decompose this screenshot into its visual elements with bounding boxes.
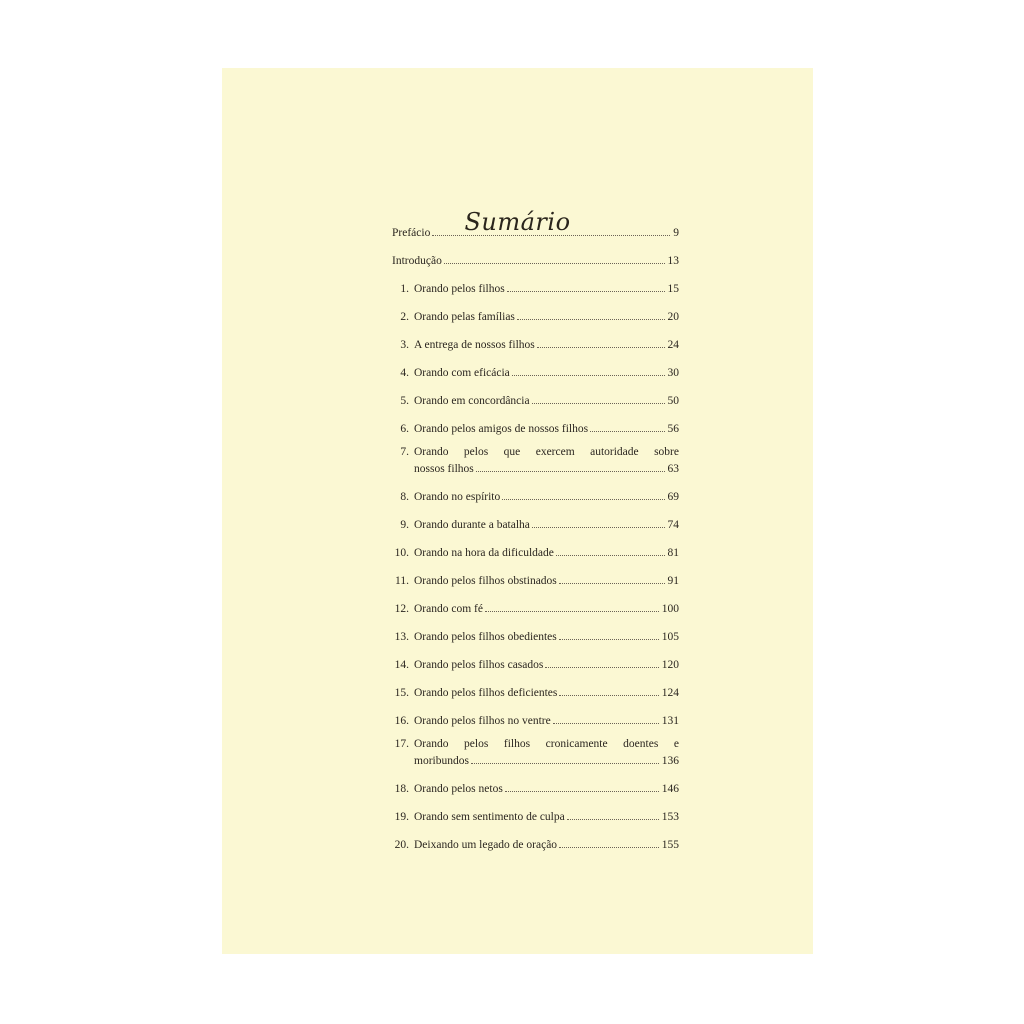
toc-entry-label: Orando no espírito bbox=[414, 491, 501, 503]
toc-entry-label: Orando sem sentimento de culpa bbox=[414, 811, 565, 823]
toc-entry-number: 7. bbox=[400, 446, 409, 458]
page-title: Sumário bbox=[464, 208, 571, 236]
toc-entry-page: 69 bbox=[667, 491, 679, 503]
toc-entry-page: 124 bbox=[661, 687, 679, 699]
toc-entry-page: 24 bbox=[667, 339, 679, 351]
dot-leader bbox=[556, 555, 665, 556]
dot-leader bbox=[532, 403, 665, 404]
toc-entry-label: Orando pelos amigos de nossos filhos bbox=[414, 423, 589, 435]
toc-entry-number: 14. bbox=[394, 659, 409, 671]
toc-entry-1 bbox=[392, 276, 679, 304]
toc-entry-prefacio bbox=[392, 220, 679, 248]
dot-leader bbox=[476, 471, 665, 472]
dot-leader bbox=[444, 263, 665, 264]
toc-entry-number: 10. bbox=[394, 547, 409, 559]
toc-entry-page: 136 bbox=[661, 755, 679, 767]
dot-leader bbox=[590, 431, 664, 432]
toc-entry-page: 15 bbox=[667, 283, 679, 295]
dot-leader bbox=[505, 791, 659, 792]
toc-entry-page: 30 bbox=[667, 367, 679, 379]
dot-leader bbox=[559, 695, 658, 696]
toc-entry-page: 9 bbox=[673, 227, 679, 239]
toc-entry-label: Introdução bbox=[392, 255, 442, 267]
toc-entry-label: Orando com eficácia bbox=[414, 367, 510, 379]
dot-leader bbox=[559, 583, 665, 584]
toc-entry-page: 131 bbox=[661, 715, 679, 727]
toc-entry-number: 18. bbox=[394, 783, 409, 795]
toc-entry-number: 1. bbox=[400, 283, 409, 295]
toc-entry-number: 11. bbox=[395, 575, 409, 587]
toc-entry-label: Orando pelos filhos deficientes bbox=[414, 687, 558, 699]
toc-entry-page: 81 bbox=[667, 547, 679, 559]
dot-leader bbox=[517, 319, 665, 320]
toc-entry-8 bbox=[392, 484, 679, 512]
toc-entry-label: nossos filhos bbox=[414, 463, 474, 475]
toc-entry-12 bbox=[392, 596, 679, 624]
dot-leader bbox=[553, 723, 659, 724]
toc-entry-page: 50 bbox=[667, 395, 679, 407]
toc-entry-label: Deixando um legado de oração bbox=[414, 839, 558, 851]
toc-entry-page: 74 bbox=[667, 519, 679, 531]
toc-entry-number: 19. bbox=[394, 811, 409, 823]
toc-entry-label: Orando pelos netos bbox=[414, 783, 503, 795]
toc-entry-page: 20 bbox=[667, 311, 679, 323]
dot-leader bbox=[537, 347, 665, 348]
toc-entry-6 bbox=[392, 416, 679, 444]
toc-entry-5 bbox=[392, 388, 679, 416]
toc-entry-number: 17. bbox=[394, 738, 409, 750]
toc-entry-page: 13 bbox=[667, 255, 679, 267]
toc-entry-label: Orando com fé bbox=[414, 603, 483, 615]
toc-entry-label-line1: Orando pelos que exercem autoridade sobre bbox=[414, 446, 679, 458]
dot-leader bbox=[567, 819, 659, 820]
toc-entry-page: 155 bbox=[661, 839, 679, 851]
dot-leader bbox=[545, 667, 658, 668]
toc-entry-number: 13. bbox=[394, 631, 409, 643]
toc-entry-19 bbox=[392, 804, 679, 832]
toc-entry-number: 8. bbox=[400, 491, 409, 503]
dot-leader bbox=[507, 291, 665, 292]
toc-entry-label: Orando pelas famílias bbox=[414, 311, 515, 323]
toc-entry-label: moribundos bbox=[414, 755, 469, 767]
toc-entry-page: 91 bbox=[667, 575, 679, 587]
toc-entry-page: 105 bbox=[661, 631, 679, 643]
toc-entry-label: Prefácio bbox=[392, 227, 431, 239]
toc-entry-14 bbox=[392, 652, 679, 680]
toc-entry-7 bbox=[392, 444, 679, 484]
toc-entry-label: Orando pelos filhos obstinados bbox=[414, 575, 557, 587]
toc-entry-2 bbox=[392, 304, 679, 332]
toc-entry-page: 153 bbox=[661, 811, 679, 823]
toc-entry-number: 3. bbox=[400, 339, 409, 351]
toc-entry-page: 146 bbox=[661, 783, 679, 795]
toc-entry-13 bbox=[392, 624, 679, 652]
toc-entry-17 bbox=[392, 736, 679, 776]
toc-entry-16 bbox=[392, 708, 679, 736]
dot-leader bbox=[502, 499, 664, 500]
toc-entry-number: 16. bbox=[394, 715, 409, 727]
toc-entry-10 bbox=[392, 540, 679, 568]
toc-entry-introducao bbox=[392, 248, 679, 276]
toc-entry-page: 100 bbox=[661, 603, 679, 615]
dot-leader bbox=[532, 527, 665, 528]
toc-entry-number: 12. bbox=[394, 603, 409, 615]
toc-entry-label: Orando na hora da dificuldade bbox=[414, 547, 554, 559]
table-of-contents bbox=[392, 220, 679, 860]
toc-entry-label: Orando pelos filhos obedientes bbox=[414, 631, 557, 643]
dot-leader bbox=[485, 611, 659, 612]
toc-entry-number: 15. bbox=[394, 687, 409, 699]
toc-entry-18 bbox=[392, 776, 679, 804]
dot-leader bbox=[471, 763, 659, 764]
toc-entry-page: 56 bbox=[667, 423, 679, 435]
toc-entry-number: 2. bbox=[400, 311, 409, 323]
toc-entry-label: Orando pelos filhos bbox=[414, 283, 505, 295]
toc-entry-3 bbox=[392, 332, 679, 360]
toc-entry-label: Orando durante a batalha bbox=[414, 519, 530, 531]
toc-entry-page: 120 bbox=[661, 659, 679, 671]
toc-entry-page: 63 bbox=[667, 463, 679, 475]
toc-entry-label-line1: Orando pelos filhos cronicamente doentes e bbox=[414, 738, 679, 750]
toc-entry-number: 9. bbox=[400, 519, 409, 531]
toc-entry-15 bbox=[392, 680, 679, 708]
toc-entry-9 bbox=[392, 512, 679, 540]
toc-entry-11 bbox=[392, 568, 679, 596]
toc-entry-number: 20. bbox=[394, 839, 409, 851]
toc-entry-number: 6. bbox=[400, 423, 409, 435]
toc-entry-label: Orando pelos filhos no ventre bbox=[414, 715, 551, 727]
toc-entry-label: Orando pelos filhos casados bbox=[414, 659, 544, 671]
dot-leader bbox=[559, 639, 659, 640]
toc-entry-4 bbox=[392, 360, 679, 388]
toc-entry-number: 5. bbox=[400, 395, 409, 407]
toc-entry-label: Orando em concordância bbox=[414, 395, 530, 407]
dot-leader bbox=[559, 847, 659, 848]
dot-leader bbox=[512, 375, 665, 376]
dot-leader bbox=[432, 235, 670, 236]
toc-entry-label: A entrega de nossos filhos bbox=[414, 339, 535, 351]
toc-entry-number: 4. bbox=[400, 367, 409, 379]
toc-entry-20 bbox=[392, 832, 679, 860]
